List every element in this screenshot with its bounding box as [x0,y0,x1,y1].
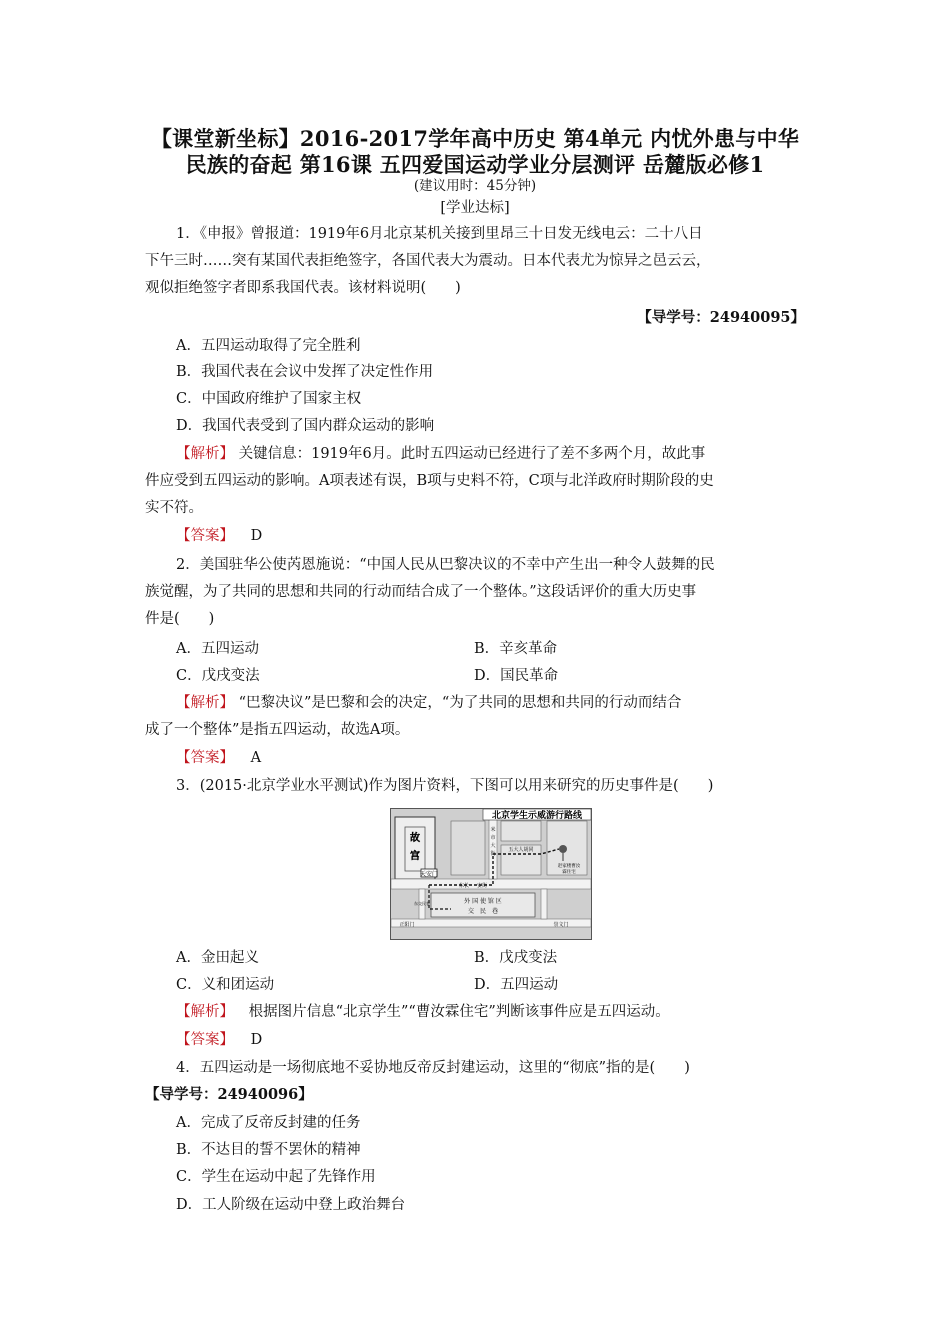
answer-value: D [250,1032,263,1048]
q2-option-a: A．五四运动 [176,641,259,657]
map-label-legation-2: 交 民 巷 [467,908,499,915]
map-label-palace-2: 宫 [410,851,420,862]
map-label-chongwenmen: 崇文门 [553,922,569,928]
q2-option-d: D．国民革命 [474,668,559,684]
map-label-dongjiao: 东交民巷 [414,901,430,906]
q2-stem-line-2: 族觉醒，为了共同的思想和共同的行动而结合成了一个整体。”这段话评价的重大历史事 [145,584,697,600]
map-title: 北京学生示威游行路线 [491,811,583,821]
map-label-street: 安街 [477,883,488,889]
q4-option-d: D．工人阶级在运动中登上政治舞台 [176,1197,406,1213]
q1-option-c: C．中国政府维护了国家主权 [176,391,362,407]
q1-option-b: B．我国代表在会议中发挥了决定性作用 [176,364,434,380]
q1-option-a: A．五四运动取得了完全胜利 [176,338,361,354]
q3-option-b: B．戊戌变法 [474,950,558,966]
doc-title-line-1: 【课堂新坐标】2016-2017学年高中历史 第4单元 内忧外患与中华 [150,126,800,151]
q3-analysis-line-1 [176,1002,670,1022]
q3-stem-line-1: 3．(2015·北京学业水平测试)作为图片资料，下图可以用来研究的历史事件是( ) [176,778,714,794]
q2-stem-line-1: 2．美国驻华公使芮恩施说：“中国人民从巴黎决议的不幸中产生出一种令人鼓舞的民 [176,557,715,573]
analysis-label: 【解析】 [176,1004,234,1020]
map-label-legation-1: 外 国 使 馆 区 [464,898,502,905]
q1-analysis-line-3: 实不符。 [145,500,203,516]
map-label-palace-1: 故 [410,833,420,844]
q3-option-a: A．金田起义 [176,950,259,966]
q4-stem-line-1: 4．五四运动是一场彻底地不妥协地反帝反封建运动，这里的“彻底”指的是( ) [176,1060,690,1076]
map-drawing [391,809,591,939]
map-label-mishi-4: 街 [490,851,496,857]
map-label-mishi-3: 大 [490,843,496,849]
q1-answer [176,526,262,546]
answer-label: 【答案】 [176,1032,234,1048]
map-label-zhengyangmen: 正阳门 [399,922,415,928]
q3-option-c: C．义和团运动 [176,977,275,993]
answer-value: D [250,528,263,544]
q2-analysis-line-2: 成了一个整体”是指五四运动，故选A项。 [145,722,410,738]
q4-option-c: C．学生在运动中起了先锋作用 [176,1169,376,1185]
q2-answer [176,748,261,768]
answer-value: A [250,750,262,766]
q4-guide-number: 【导学号：24940096】 [145,1086,313,1103]
q2-analysis-line-1 [176,693,681,713]
q1-analysis-line-1 [176,444,705,464]
map-label-cao-1: 赵家楼曹汝 [557,864,581,869]
q4-option-a: A．完成了反帝反封建的任务 [176,1115,361,1131]
q1-option-d: D．我国代表受到了国内群众运动的影响 [176,418,435,434]
q3-answer [176,1030,262,1050]
doc-title-line-2: 民族的奋起 第16课 五四爱国运动学业分层测评 岳麓版必修1 [185,152,765,177]
analysis-label: 【解析】 [176,695,234,711]
section-heading: [学业达标] [440,200,510,216]
answer-label: 【答案】 [176,750,234,766]
map-label-wudaren: 五大人胡同 [508,847,534,853]
q1-stem-line-1: 1．《申报》曾报道：1919年6月北京某机关接到里昂三十日发无线电云：二十八日 [176,226,703,242]
q2-option-b: B．辛亥革命 [474,641,558,657]
map-label-mishi-2: 市 [490,835,496,841]
map-label-dongzhang: 东长 [459,883,470,889]
analysis-label: 【解析】 [176,446,234,462]
q1-stem-line-3: 观似拒绝签字者即系我国代表。该材料说明( ) [145,280,461,296]
analysis-text: 关键信息：1919年6月。此时五四运动已经进行了差不多两个月，故此事 [238,446,706,462]
analysis-text: “巴黎决议”是巴黎和会的决定，“为了共同的思想和共同的行动而结合 [238,695,682,711]
q3-option-d: D．五四运动 [474,977,559,993]
map-label-mishi-1: 米 [490,827,496,833]
suggested-time: (建议用时：45分钟) [413,178,537,194]
answer-label: 【答案】 [176,528,234,544]
q4-option-b: B．不达目的誓不罢休的精神 [176,1142,361,1158]
q2-stem-line-3: 件是( ) [145,611,215,627]
q2-option-c: C．戊戌变法 [176,668,260,684]
map-label-tiananmen: 天安门 [419,871,439,878]
q1-stem-line-2: 下午三时……突有某国代表拒绝签字，各国代表大为震动。日本代表尤为惊异之邑云云， [145,253,711,269]
q1-guide-number: 【导学号：24940095】 [637,309,805,326]
map-label-cao-2: 霖住宅 [562,870,576,875]
beijing-march-route-map [390,808,592,940]
q1-analysis-line-2: 件应受到五四运动的影响。A项表述有误，B项与史料不符，C项与北洋政府时期阶段的史 [145,473,714,489]
analysis-text: 根据图片信息“北京学生”“曹汝霖住宅”判断该事件应是五四运动。 [248,1004,670,1020]
